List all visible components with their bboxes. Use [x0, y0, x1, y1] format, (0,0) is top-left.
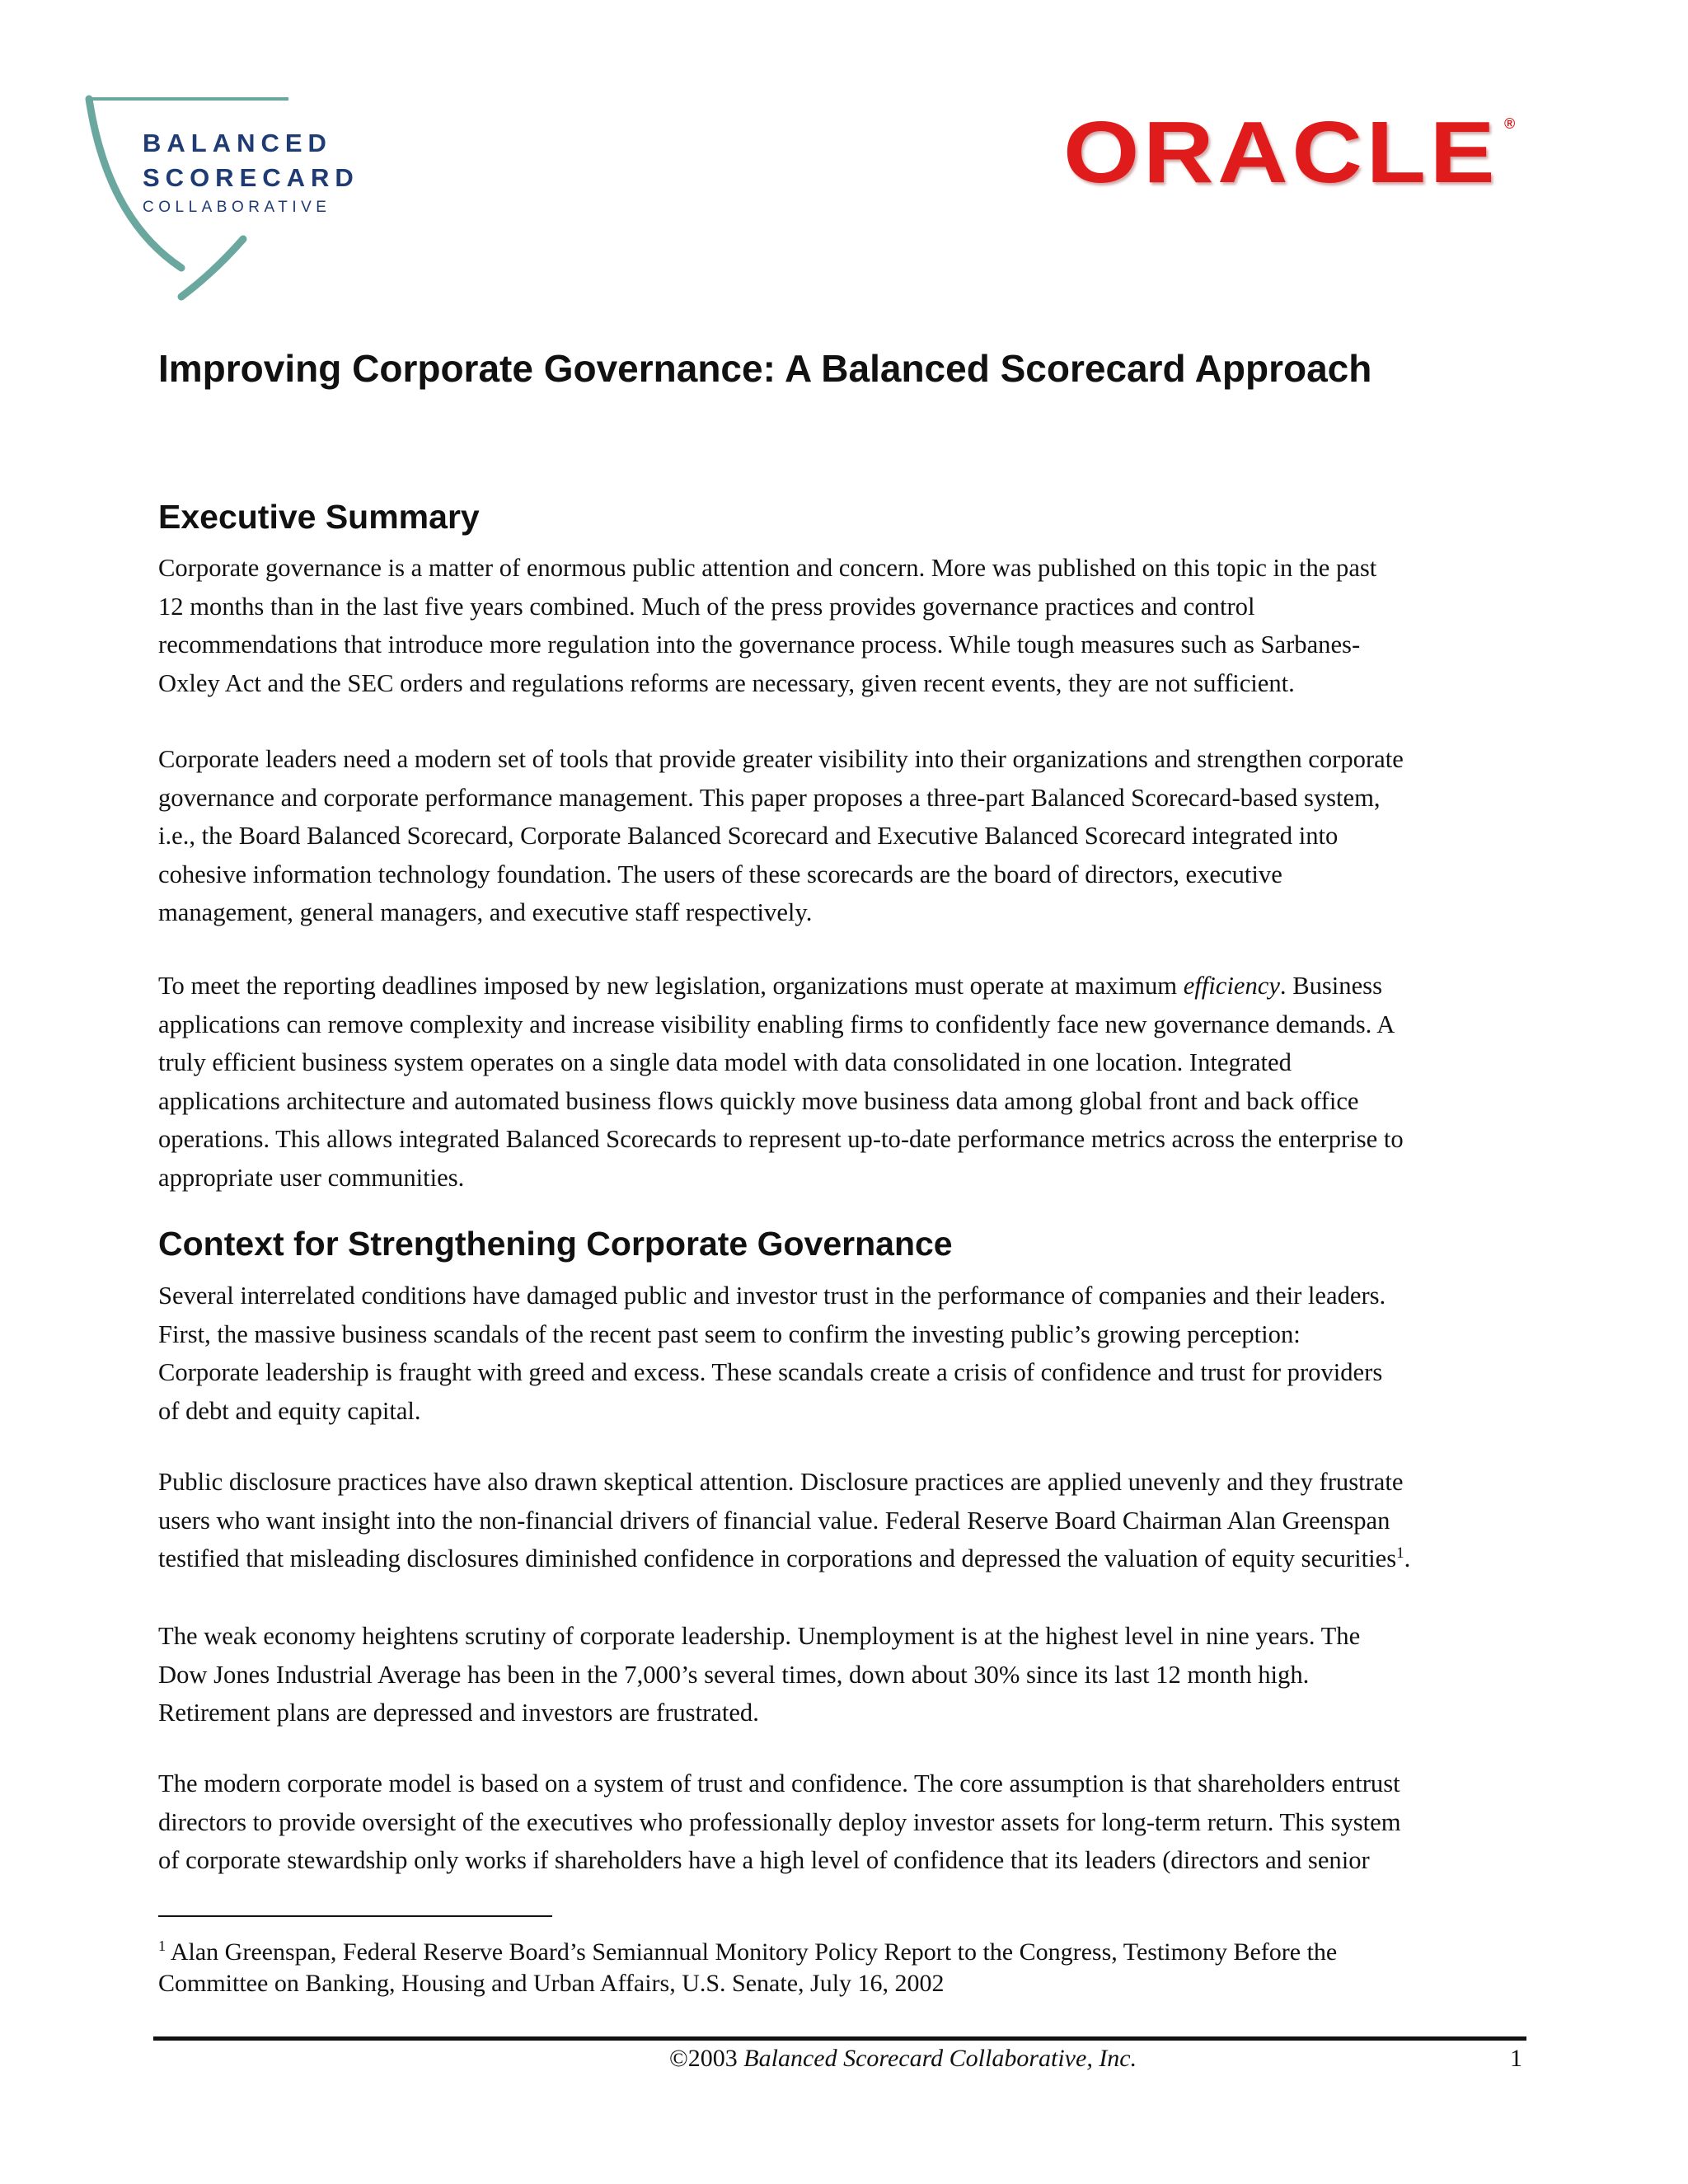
text-run: . Business	[1279, 972, 1382, 1000]
exec-summary-paragraph-3	[158, 967, 1531, 1197]
text-line	[158, 967, 1531, 1005]
text-line: Committee on Banking, Housing and Urban Affairs, U.S. Senate, July 16, 2002	[158, 1970, 945, 1997]
footnote-reference[interactable]: 1	[1396, 1544, 1404, 1562]
text-line: applications architecture and automated business flows quickly move business data among global front and back office	[158, 1086, 1359, 1115]
text-line: Corporate governance is a matter of enormous public attention and concern. More was published on this topic in the past	[158, 554, 1377, 582]
oracle-wordmark: ORACLE	[1063, 104, 1499, 201]
registered-mark: ®	[1504, 115, 1516, 132]
page-number: 1	[1510, 2045, 1522, 2072]
text-line: Public disclosure practices have also drawn skeptical attention. Disclosure practices are applied unevenly and they frustrate	[158, 1468, 1404, 1496]
text-run: To meet the reporting deadlines imposed by new legislation, organizations must operate at maximum	[158, 972, 1184, 1000]
logo-text-collaborative: COLLABORATIVE	[143, 199, 331, 216]
text-line: users who want insight into the non-financial drivers of financial value. Federal Reserve Board Chairman Alan Greenspan	[158, 1506, 1390, 1535]
logo-text-balanced: BALANCED	[143, 129, 332, 157]
text-line: Several interrelated conditions have damaged public and investor trust in the performance of companies and their leaders.	[158, 1282, 1386, 1310]
text-line	[158, 1540, 1531, 1578]
text-line: First, the massive business scandals of the recent past seem to confirm the investing public’s growing perception:	[158, 1319, 1301, 1348]
text-line: Corporate leadership is fraught with greed and excess. These scandals create a crisis of confidence and trust for providers	[158, 1358, 1383, 1386]
text-line: The modern corporate model is based on a system of trust and confidence. The core assumption is that shareholders entrust	[158, 1769, 1400, 1797]
footer-copyright	[669, 2042, 1137, 2075]
text-line: of debt and equity capital.	[158, 1396, 421, 1425]
text-line	[158, 1937, 1531, 1968]
footer-rule	[153, 2036, 1526, 2041]
exec-summary-paragraph-2	[158, 740, 1531, 932]
text-line: operations. This allows integrated Balanced Scorecards to represent up-to-date performance metrics across the enterprise to	[158, 1125, 1404, 1153]
footnote	[158, 1937, 1531, 1999]
heading-executive-summary: Executive Summary	[158, 498, 480, 536]
footnote-separator	[158, 1915, 552, 1917]
text-line: Retirement plans are depressed and investors are frustrated.	[158, 1699, 759, 1727]
text-line: applications can remove complexity and increase visibility enabling firms to confidently face new governance demands. A	[158, 1010, 1395, 1038]
text-run: .	[1404, 1544, 1411, 1572]
context-paragraph-3	[158, 1617, 1531, 1732]
text-line: Oxley Act and the SEC orders and regulations reforms are necessary, given recent events, they are not sufficient.	[158, 668, 1295, 697]
heading-context: Context for Strengthening Corporate Governance	[158, 1225, 953, 1263]
emphasis-efficiency: efficiency	[1183, 972, 1280, 1000]
balanced-scorecard-logo	[82, 95, 363, 309]
text-line: Corporate leaders need a modern set of tools that provide greater visibility into their organizations and strengthen corporate	[158, 745, 1404, 773]
text-line: 12 months than in the last five years combined. Much of the press provides governance practices and control	[158, 592, 1255, 621]
text-line: management, general managers, and executive staff respectively.	[158, 898, 813, 926]
text-line: cohesive information technology foundation. The users of these scorecards are the board of directors, executive	[158, 860, 1282, 888]
footnote-marker: 1	[158, 1938, 166, 1954]
text-line: Dow Jones Industrial Average has been in the 7,000’s several times, down about 30% since its last 12 month high.	[158, 1660, 1310, 1689]
logo-text-scorecard: SCORECARD	[143, 163, 359, 192]
context-paragraph-1	[158, 1277, 1531, 1430]
text-line: appropriate user communities.	[158, 1163, 465, 1192]
text-line: The weak economy heightens scrutiny of corporate leadership. Unemployment is at the highest level in nine years. The	[158, 1622, 1361, 1650]
text-line: truly efficient business system operates on a single data model with data consolidated in one location. Integrated	[158, 1048, 1292, 1076]
document-title: Improving Corporate Governance: A Balanced Scorecard Approach	[158, 347, 1372, 390]
oracle-logo	[1063, 104, 1525, 201]
text-run: testified that misleading disclosures diminished confidence in corporations and depressed the valuation of equity securities	[158, 1544, 1397, 1572]
context-paragraph-4	[158, 1765, 1531, 1880]
text-line: directors to provide oversight of the executives who professionally deploy investor assets for long-term return. This system	[158, 1807, 1401, 1836]
context-paragraph-2	[158, 1463, 1531, 1578]
text-line: i.e., the Board Balanced Scorecard, Corporate Balanced Scorecard and Executive Balanced Scorecard integrated into	[158, 822, 1339, 850]
text-run: Alan Greenspan, Federal Reserve Board’s Semiannual Monitory Policy Report to the Congress, Testimony Before the	[166, 1938, 1338, 1966]
copyright-year: ©2003	[669, 2045, 744, 2072]
text-line: governance and corporate performance management. This paper proposes a three-part Balanced Scorecard-based system,	[158, 783, 1381, 812]
text-line: recommendations that introduce more regulation into the governance process. While tough measures such as Sarbanes-	[158, 630, 1361, 658]
company-name: Balanced Scorecard Collaborative, Inc.	[743, 2045, 1137, 2072]
exec-summary-paragraph-1	[158, 549, 1531, 702]
text-line: of corporate stewardship only works if shareholders have a high level of confidence that its leaders (directors and senior	[158, 1846, 1370, 1874]
